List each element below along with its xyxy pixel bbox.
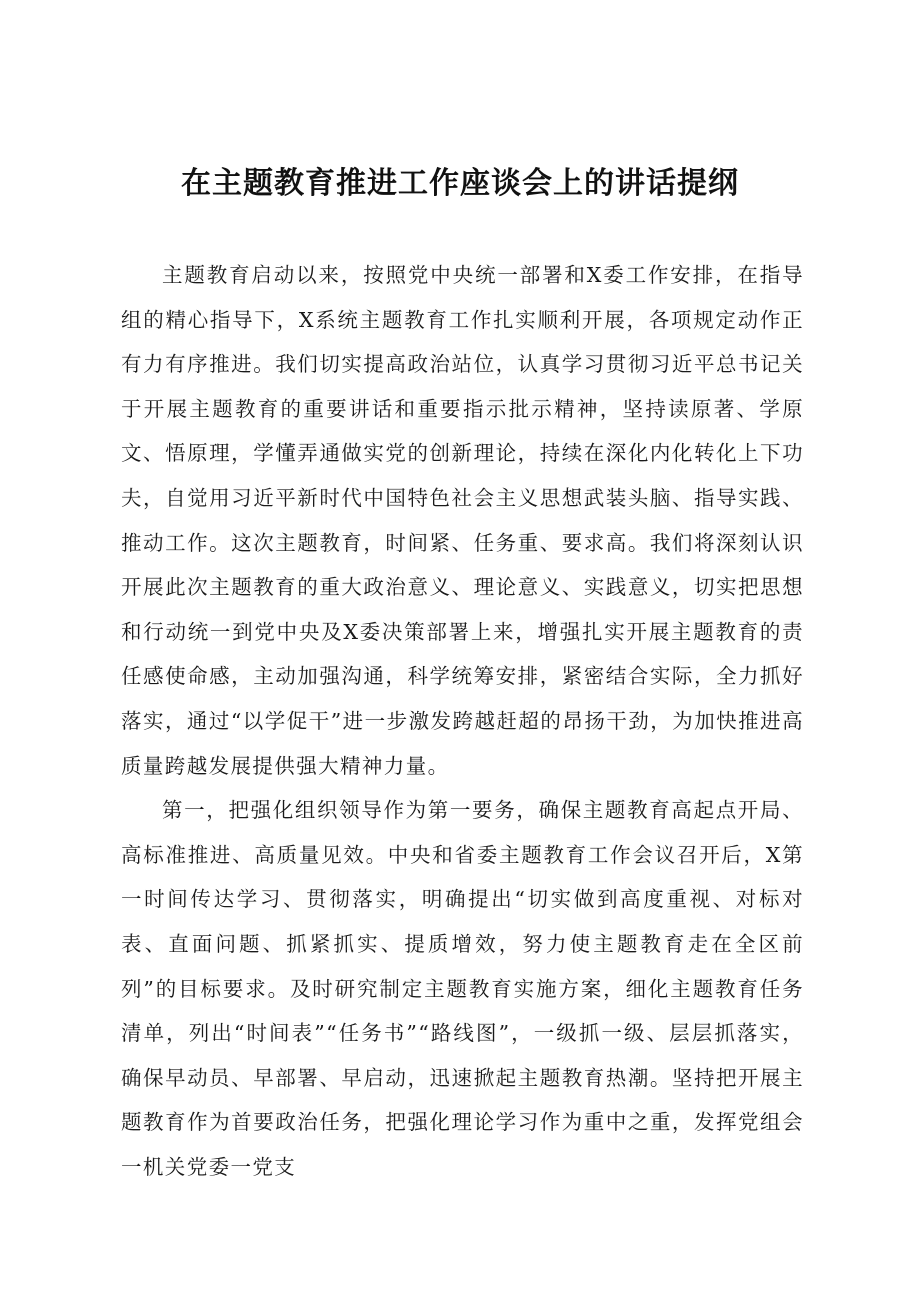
paragraph-intro: 主题教育启动以来，按照党中央统一部署和X委工作安排，在指导组的精心指导下，X系统主题教育工作扎实顺利开展，各项规定动作正有力有序推进。我们切实提高政治站位，认真学习贯彻习近平总书记关于开展主题教育的重要讲话和重要指示批示精神，坚持读原著、学原文、悟原理，学懂弄通做实党的创新理论，持续在深化内化转化上下功夫，自觉用习近平新时代中国特色社会主义思想武装头脑、指导实践、推动工作。这次主题教育，时间紧、任务重、要求高。我们将深刻认识开展此次主题教育的重大政治意义、理论意义、实践意义，切实把思想和行动统一到党中央及X委决策部署上来，增强扎实开展主题教育的责任感使命感，主动加强沟通，科学统筹安排，紧密结合实际，全力抓好落实，通过“以学促干”进一步激发跨越赶超的昂扬干劲，为加快推进高质量跨越发展提供强大精神力量。 [121,263,804,778]
document-body [121,253,804,1189]
document-title: 在主题教育推进工作座谈会上的讲话提纲 [181,166,739,201]
paragraph-first-point: 第一，把强化组织领导作为第一要务，确保主题教育高起点开局、高标准推进、高质量见效。中央和省委主题教育工作会议召开后，X第一时间传达学习、贯彻落实，明确提出“切实做到高度重视、对标对表、直面问题、抓紧抓实、提质增效，努力使主题教育走在全区前列”的目标要求。及时研究制定主题教育实施方案，细化主题教育任务清单，列出“时间表”“任务书”“路线图”，一级抓一级、层层抓落实，确保早动员、早部署、早启动，迅速掀起主题教育热潮。坚持把开展主题教育作为首要政治任务，把强化理论学习作为重中之重，发挥党组会一机关党委一党支 [121,798,804,1179]
